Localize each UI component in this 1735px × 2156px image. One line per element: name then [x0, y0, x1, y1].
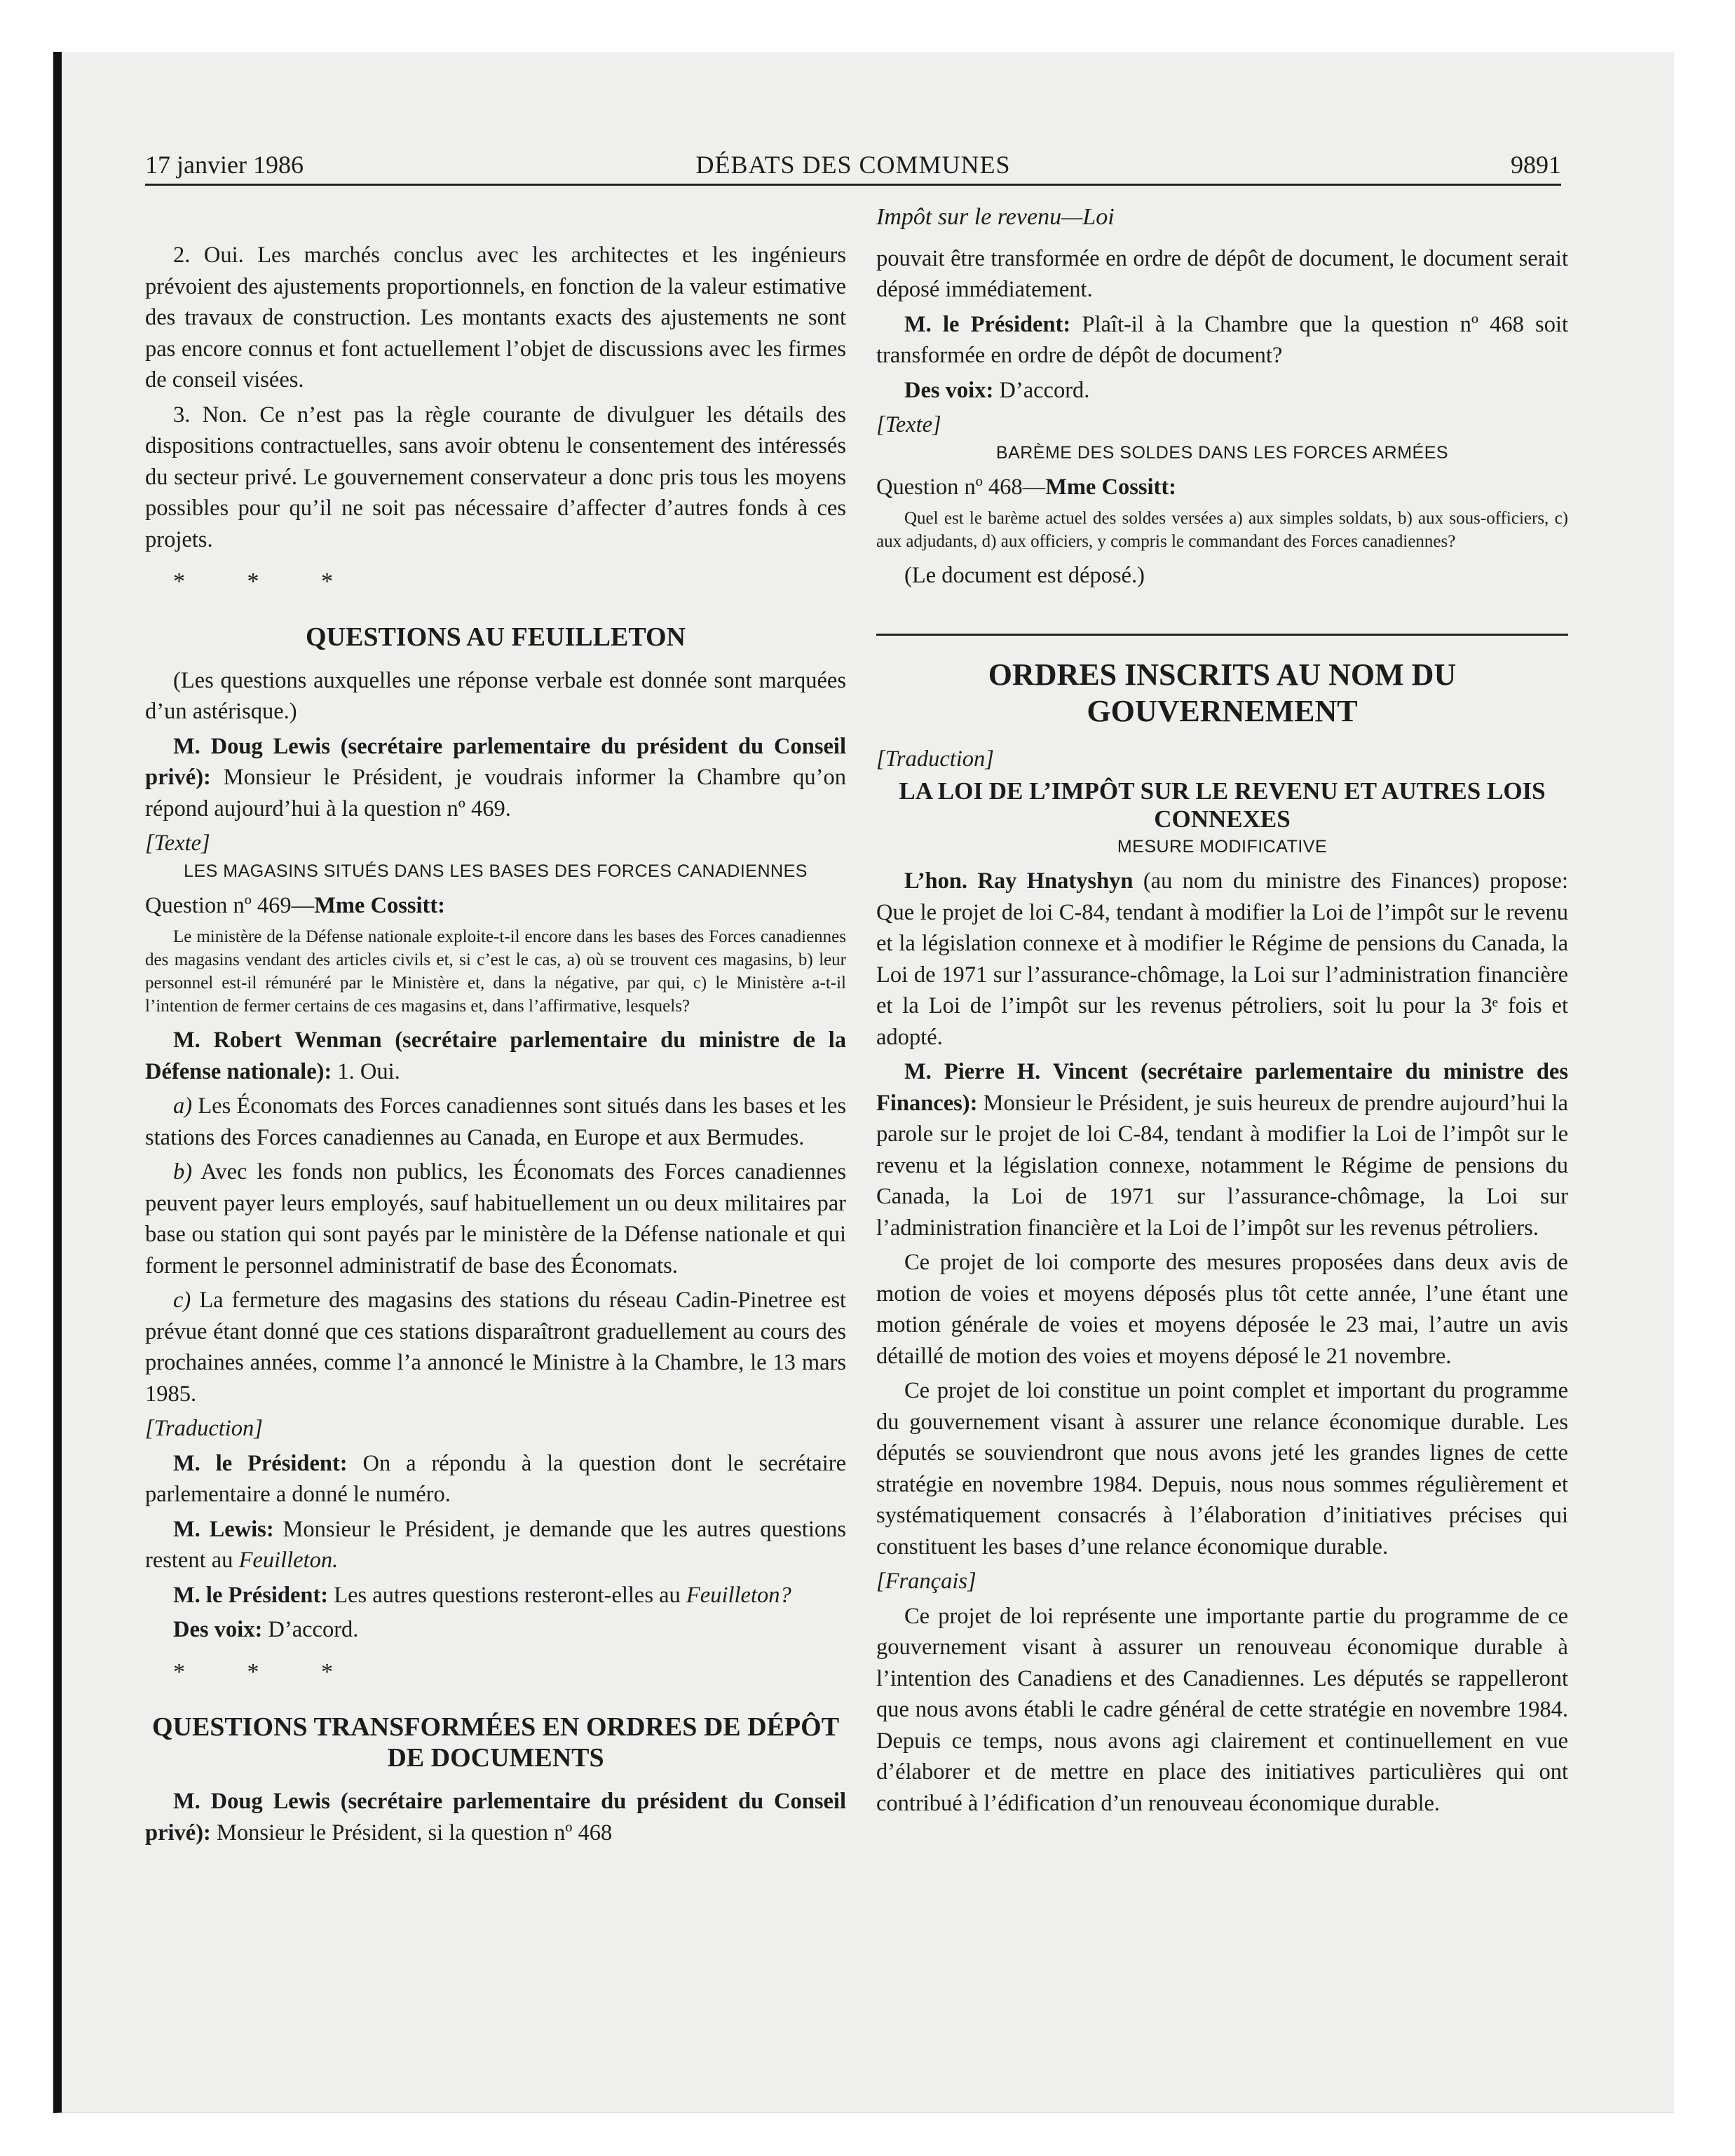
speech-text: Monsieur le Président, je suis heureux de prendre aujourd’hui la parole sur le projet de loi C-84, tendant à modifier la Loi de l’impôt sur le revenu et la législation connexe, notamment le Régime de pensions du Canada, la Loi de 1971 sur l’assurance-chômage, la Loi sur l’administration financière et la Loi de l’impôt sur les revenus pétroliers. — [876, 1090, 1568, 1241]
speech-text: Monsieur le Président, si la question nº 468 — [210, 1820, 613, 1845]
speaker-name: M. le Président: — [173, 1582, 329, 1608]
item-text: Avec les fonds non publics, les Économats des Forces canadiennes peuvent payer leurs employés, sauf habituellement un ou deux militaires par base ou station qui sont payés par le ministère de la Défense nationale et qui forment le personnel administratif de base des Économats. — [145, 1159, 846, 1278]
speech-lewis-2 — [145, 1514, 846, 1576]
speaker-name: M. le Président: — [173, 1450, 348, 1476]
speech-vincent — [876, 1056, 1568, 1243]
paragraph-2: Ce projet de loi constitue un point complet et important du programme du gouvernement visant à assurer une relance économique durable. Les députés se souviendront que nous avons jeté les grandes lignes de cette stratégie en novembre 1984. Depuis, nous nous sommes régulièrement et systématiquement consacrés à l’élaboration d’initiatives précises qui constituent les bases d’une relance économique durable. — [876, 1378, 1568, 1560]
language-tag: [Français] — [876, 1569, 977, 1594]
running-header — [145, 149, 1561, 186]
speech-text: 1. Oui. — [332, 1058, 400, 1084]
document-deposited: (Le document est déposé.) — [904, 563, 1145, 588]
language-tag: [Traduction] — [145, 1416, 263, 1441]
language-tag: [Traduction] — [876, 746, 994, 772]
speech-lewis-1 — [145, 731, 846, 825]
speech-italic: Feuilleton. — [238, 1548, 339, 1573]
continued-text: pouvait être transformée en ordre de dépôt de document, le document serait déposé immédiatement. — [876, 245, 1568, 302]
speaker-name: M. Doug Lewis (secrétaire parlementaire du président du Conseil privé): — [145, 733, 846, 790]
speech-text: Les autres questions resteront-elles au — [328, 1582, 686, 1608]
speech-italic: Feuilleton? — [686, 1582, 791, 1608]
speaker-name: M. le Président: — [904, 311, 1071, 337]
question-heading: BARÈME DES SOLDES DANS LES FORCES ARMÉES — [995, 442, 1449, 463]
running-title: Impôt sur le revenu—Loi — [876, 204, 1115, 230]
speech-text: (au nom du ministre des Finances) propose: Que le projet de loi C-84, tendant à modifier la Loi de l’impôt sur le revenu et la législation connexe et à modifier le Régime de pensions du Canada, la Loi de 1971 sur l’assurance-chômage, la Loi sur l’administration financière et la Loi de l’impôt sur les revenus pétroliers, soit lu pour la 3ᵉ fois et adopté. — [876, 868, 1568, 1050]
speech-hnatyshyn — [876, 866, 1568, 1053]
paragraph-3: Ce projet de loi représente une importante partie du programme de ce gouvernement visant à assurer un renouveau économique durable à l’intention des Canadiens et des Canadiennes. Les députés se rappelleront que nous avons établi le cadre général de cette stratégie en novembre 1984. Depuis ce temps, nous avons agi clairement et continuellement en vue d’élaborer et de mettre en place des initiatives particulières qui ont contribué à l’édification d’un renouveau économique durable. — [876, 1603, 1568, 1816]
question-469 — [145, 890, 846, 922]
section-rule — [876, 634, 1568, 636]
question-asker: Mme Cossitt: — [1045, 474, 1176, 500]
bill-title: LA LOI DE L’IMPÔT SUR LE REVENU ET AUTRES LOIS CONNEXES — [899, 777, 1546, 833]
speaker-name: Des voix: — [904, 377, 994, 403]
section-separator: * * * — [173, 568, 361, 594]
language-tag: [Texte] — [145, 831, 210, 856]
section-heading-questions: QUESTIONS AU FEUILLETON — [305, 622, 686, 652]
speaker-name: M. Robert Wenman (secrétaire parlementaire du ministre de la Défense nationale): — [145, 1028, 846, 1084]
question-468 — [876, 472, 1568, 503]
language-tag: [Texte] — [876, 412, 941, 437]
speaker-name: L’hon. Ray Hnatyshyn — [904, 868, 1134, 894]
question-label: Question nº 468— — [876, 474, 1046, 500]
speech-lewis-3 — [145, 1786, 846, 1848]
question-heading: LES MAGASINS SITUÉS DANS LES BASES DES FORCES CANADIENNES — [184, 861, 808, 881]
bill-subtitle: MESURE MODIFICATIVE — [1117, 837, 1328, 857]
answer-item-b — [145, 1157, 846, 1281]
question-label: Question nº 469— — [145, 892, 315, 918]
speech-text: Monsieur le Président, je voudrais informer la Chambre qu’on répond aujourd’hui à la question nº 469. — [145, 765, 846, 821]
section-heading-transformed: QUESTIONS TRANSFORMÉES EN ORDRES DE DÉPÔT DE DOCUMENTS — [151, 1712, 840, 1773]
speech-president-1 — [145, 1448, 846, 1510]
item-letter: a) — [173, 1093, 193, 1119]
speaker-name: M. Doug Lewis (secrétaire parlementaire du président du Conseil privé): — [145, 1789, 846, 1845]
speaker-name: Des voix: — [173, 1617, 263, 1642]
header-date: 17 janvier 1986 — [145, 151, 304, 179]
item-text: La fermeture des magasins des stations du réseau Cadin-Pinetree est prévue étant donné que ces stations disparaîtront graduellement au cours des prochaines années, comme l’a annoncé le Ministre à la Chambre, le 13 mars 1985. — [145, 1288, 846, 1407]
item-letter: c) — [173, 1288, 191, 1313]
speaker-name: M. Lewis: — [173, 1516, 274, 1542]
section-separator: * * * — [173, 1658, 361, 1685]
speech-text: Plaît-il à la Chambre que la question nº 468 soit transformée en ordre de dépôt de document? — [876, 311, 1569, 368]
speech-text: Monsieur le Président, je demande que les autres questions restent au — [145, 1516, 847, 1573]
left-column — [145, 240, 846, 1848]
page-number: 9891 — [1511, 151, 1561, 179]
question-468-text: Quel est le barème actuel des soldes versées a) aux simples soldats, b) aux sous-officiers, c) aux adjudants, d) aux officiers, y compris le commandant des Forces canadiennes? — [876, 509, 1568, 551]
section-heading-government-orders: ORDRES INSCRITS AU NOM DU GOUVERNEMENT — [988, 657, 1457, 728]
speech-wenman — [145, 1025, 846, 1087]
item-text: Les Économats des Forces canadiennes sont situés dans les bases et les stations des Forces canadiennes au Canada, en Europe et aux Bermudes. — [145, 1093, 846, 1150]
paragraph-1: Ce projet de loi comporte des mesures proposées dans deux avis de motion de voies et moyens déposés plus tôt cette année, l’une étant une motion générale de voies et moyens déposée le 23 mai, l’autre un avis détaillé de motion des voies et moyens déposé le 21 novembre. — [876, 1250, 1568, 1369]
question-asker: Mme Cossitt: — [314, 892, 445, 918]
speech-text: On a répondu à la question dont le secrétaire parlementaire a donné le numéro. — [145, 1450, 846, 1507]
speech-president-2 — [145, 1580, 846, 1611]
item-letter: b) — [173, 1159, 193, 1185]
answer-2: 2. Oui. Les marchés conclus avec les architectes et les ingénieurs prévoient des ajustements proportionnels, en fonction de la valeur estimative des travaux de construction. Les montants exacts des ajustements ne sont pas encore connus et font actuellement l’objet de discussions avec les firmes de conseil visées. — [145, 243, 846, 393]
right-column — [876, 202, 1568, 1819]
speech-voix-1 — [145, 1614, 846, 1646]
answer-3: 3. Non. Ce n’est pas la règle courante de divulguer les détails des dispositions contractuelles, sans avoir obtenu le consentement des intéressés du secteur privé. Le gouvernement conservateur a donc pris tous les moyens possibles pour qu’il ne soit pas nécessaire d’affecter d’autres fonds à ces projets. — [145, 402, 846, 552]
speaker-name: M. Pierre H. Vincent (secrétaire parlementaire du ministre des Finances): — [876, 1059, 1568, 1116]
header-publication: DÉBATS DES COMMUNES — [695, 151, 1011, 179]
answer-item-a — [145, 1091, 846, 1153]
question-469-text: Le ministère de la Défense nationale exploite-t-il encore dans les bases des Forces canadiennes des magasins vendant des articles civils et, si c’est le cas, a) où se trouvent ces magasins, b) leur personnel est-il rémunéré par le Ministère et, dans la négative, par qui, c) le Ministère a-t-il l’intention de fermer certains de ces magasins et, dans l’affirmative, lesquels? — [145, 927, 846, 1016]
note-asterisk: (Les questions auxquelles une réponse verbale est donnée sont marquées d’un astérisque.) — [145, 667, 846, 724]
speech-voix-2 — [876, 375, 1568, 407]
speech-text: D’accord. — [993, 377, 1090, 403]
answer-item-c — [145, 1285, 846, 1410]
speech-president-3 — [876, 309, 1568, 371]
speech-text: D’accord. — [262, 1617, 359, 1642]
